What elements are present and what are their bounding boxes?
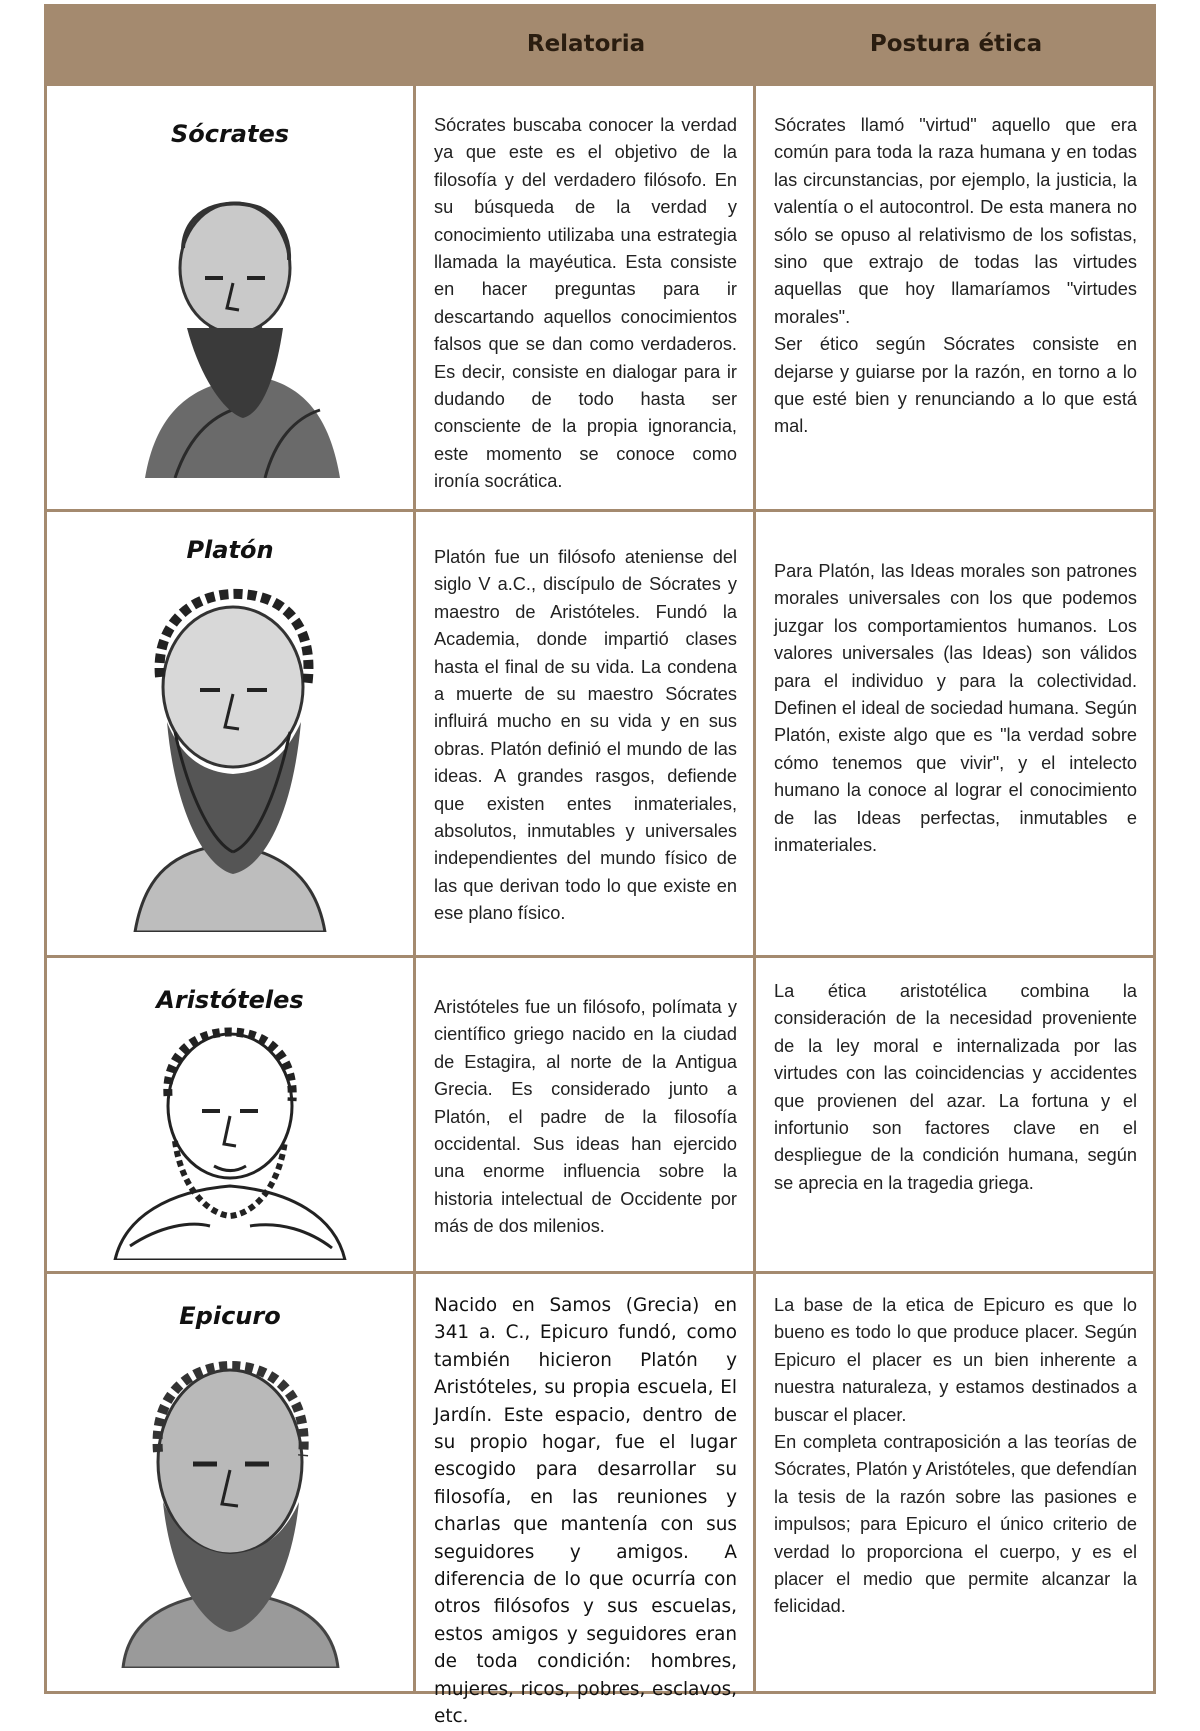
row-epicuro-name-cell xyxy=(47,1274,413,1691)
aristoteles-portrait-icon xyxy=(110,1026,350,1260)
philosophers-table xyxy=(44,4,1156,1728)
socrates-relatoria-text: Sócrates buscaba conocer la verdad ya que este es el objetivo de la filosofía y del verdadero filósofo. En su búsqueda de la verdad y conocimiento utilizaba una estrategia llamada la mayéutica. Esta consiste en hacer preguntas para ir descartando aquellos conocimientos falsos que se dan como verdaderos. Es decir, consiste en dialogar para ir dudando de todo hasta ser consciente de la propia ignorancia, este momento se conoce como ironía socrática. xyxy=(434,115,737,492)
socrates-postura-paragraph-1: Sócrates llamó "virtud" aquello que era común para toda la raza humana y en todas las circunstancias, por ejemplo, la justicia, la valentía o el autocontrol. De esta manera no sólo se opuso al relativismo de los sofistas, sino que extrajo de todas las virtudes aquellas que hoy llamaríamos "virtudes morales". xyxy=(774,115,1137,327)
socrates-postura-paragraph-2: Ser ético según Sócrates consiste en dejarse y guiarse por la razón, en torno a lo que esté bien y renunciando a lo que está mal. xyxy=(774,334,1137,437)
epicuro-relatoria-text: Nacido en Samos (Grecia) en 341 a. C., Epicuro fundó, como también hicieron Platón y Aristóteles, su propia escuela, El Jardín. Este espacio, dentro de su propio hogar, fue el lugar escogido para desarrollar su filosofía, en las reuniones y charlas que mantenía con sus seguidores y amigos. A diferencia de lo que ocurría con otros filósofos y sus escuelas, estos amigos y seguidores eran de toda condición: hombres, mujeres, ricos, pobres, esclavos, etc. xyxy=(434,1295,737,1728)
epicuro-postura-paragraph-1: La base de la etica de Epicuro es que lo bueno es todo lo que produce placer. Según Epicuro el placer es un bien inherente a nuestra naturaleza, y estamos destinados a buscar el placer. xyxy=(774,1295,1137,1425)
row-aristoteles-name-cell xyxy=(47,958,413,1271)
table-header xyxy=(44,4,1156,84)
philosopher-name: Aristóteles xyxy=(156,986,304,1014)
socrates-portrait-icon xyxy=(115,178,345,478)
row-aristoteles-relatoria-cell xyxy=(416,958,753,1271)
row-epicuro-postura-cell xyxy=(756,1274,1153,1691)
philosopher-name: Epicuro xyxy=(179,1302,281,1330)
header-postura-etica: Postura ética xyxy=(869,31,1043,57)
epicuro-postura-text xyxy=(774,1292,1137,1621)
epicuro-portrait-icon xyxy=(113,1352,347,1668)
aristoteles-relatoria-text: Aristóteles fue un filósofo, polímata y científico griego nacido en la ciudad de Estagira, al norte de la Antigua Grecia. Es considerado junto a Platón, el padre de la filosofía occidental. Sus ideas han ejercido una enorme influencia sobre la historia intelectual de Occidente por más de dos milenios. xyxy=(434,997,737,1237)
epicuro-postura-paragraph-2: En completa contraposición a las teorías de Sócrates, Platón y Aristóteles, que defendían la tesis de la razón sobre las pasiones e impulsos; para Epicuro el único criterio de verdad lo proporciona el cuerpo, y es el placer el medio que permite alcanzar la felicidad. xyxy=(774,1432,1137,1617)
platon-postura-text: Para Platón, las Ideas morales son patrones morales universales con los que podemos juzgar los comportamientos humanos. Los valores universales (las Ideas) son válidos para el individuo y para la colectividad. Definen el ideal de sociedad humana. Según Platón, existe algo que es "la verdad sobre cómo tenemos que vivir", y el intelecto humano la conoce al lograr el conocimiento de las Ideas perfectas, inmutables e inmateriales. xyxy=(774,561,1137,856)
header-relatoria: Relatoria xyxy=(526,31,646,57)
row-epicuro-relatoria-cell xyxy=(416,1274,753,1728)
philosopher-name: Sócrates xyxy=(170,120,290,148)
socrates-postura-text xyxy=(774,112,1137,441)
row-platon-postura-cell xyxy=(756,512,1153,955)
row-platon-name-cell xyxy=(47,512,413,955)
philosopher-name: Platón xyxy=(186,536,274,564)
aristoteles-postura-text: La ética aristotélica combina la consideración de la necesidad proveniente de la ley moral e internalizada por las virtudes con las coincidencias y accidentes que provienen del azar. La fortuna y el infortunio son factores clave en el despliegue de la condición humana, según se aprecia en la tragedia griega. xyxy=(774,981,1137,1193)
row-socrates-name-cell xyxy=(47,86,413,509)
row-platon-relatoria-cell xyxy=(416,512,753,955)
row-aristoteles-postura-cell xyxy=(756,958,1153,1271)
row-socrates-relatoria-cell xyxy=(416,86,753,509)
platon-portrait-icon xyxy=(115,582,345,932)
row-socrates-postura-cell xyxy=(756,86,1153,509)
platon-relatoria-text: Platón fue un filósofo ateniense del siglo V a.C., discípulo de Sócrates y maestro de Aristóteles. Fundó la Academia, donde impartió clases hasta el final de su vida. La condena a muerte de su maestro Sócrates influirá mucho en su vida y en sus obras. Platón definió el mundo de las ideas. A grandes rasgos, defiende que existen entes inmateriales, absolutos, inmutables y universales independientes del mundo físico de las que derivan todo lo que existe en ese plano físico. xyxy=(434,547,737,924)
